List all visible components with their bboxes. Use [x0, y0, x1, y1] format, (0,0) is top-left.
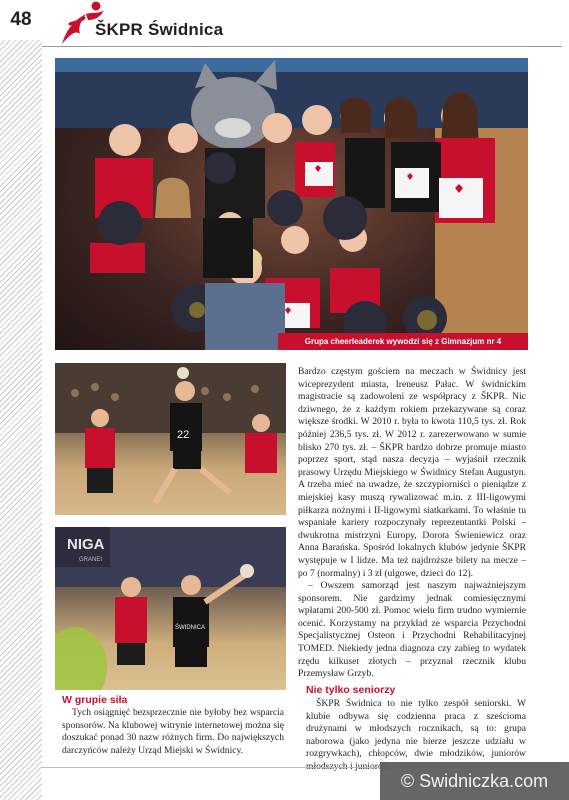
- photo-caption: Grupa cheerleaderek wywodzi się z Gimnazjum nr 4: [278, 333, 528, 350]
- section-text-nie-tylko-seniorzy: ŠKPR Świdnica to nie tylko zespół seniorski. W klubie odbywa się codzienna praca z sześcioma drużynami w młodszych rocznikach, są to: grupa naborowa (jako jedyna nie bierze jeszcze udziału w rozgrywkach), chłopców, dwie młodzików, juniorów: [306, 698, 526, 760]
- hb2-jersey-text: ŚWIDNICA: [175, 625, 205, 631]
- section-text-w-grupie-sila: Tych osiągnięć bezsprzecznie nie byłoby bez wsparcia sponsorów. Na klubowej witrynie internetowej można się doszukać ponad 30 nazw różnych firm. Do największych darczyńców należy Urząd Miejski w Świdnicy.: [62, 707, 284, 756]
- section-heading-nie-tylko-seniorzy: Nie tylko seniorzy: [306, 684, 396, 696]
- margin-hatch: [0, 40, 42, 800]
- handball-photo-2: [55, 527, 286, 690]
- article-right-column: [298, 366, 526, 681]
- cheerleaders-photo: [55, 58, 528, 350]
- sponsor-banner-subtext: GRANEI: [79, 557, 103, 563]
- header-divider: [42, 46, 562, 47]
- page-brand-title: ŠKPR Świdnica: [95, 20, 224, 39]
- sponsor-banner-text: NIGA: [67, 536, 105, 553]
- article-paragraph: Bardzo częstym gościem na meczach w Świdnicy jest wiceprezydent miasta, Ireneusz Pałac. W świdnickim magistracie są zadowoleni ze współpracy z ŠKPR. Nic dziwnego, że z każdym rokiem przekazywane są coraz większe środki. W 2010 r. była to kwota 110,5 tys. zł. Rok później 236,5 tys. zł. W 2012 r. zarezerwowano w sumie blisko 270 tys. zł. – ŠKPR bardzo dobrze promuje miasto poprzez sport, stąd nasza decyzja – wyjaśnił rzecznik prasowy Urzędu Miejskiego w Świdnicy Stefan Augustyn. A trzeba mieć na uwadze, że szczypiorniści o pieniądze z miejskiej kasy muszą rywalizować m.in. z III-ligowymi piłkarza nożnymi i II-ligowymi siatkarkami. To właśnie tu wspaniałe kariery rozpoczynały reprezentantki Polski – dwukrotna mistrzyni Europy, Dorota Świeniewicz oraz Anna Barańska. Spośród lokalnych klubów jedynie ŠKPR występuje w I lidze. Ma też najdroższe bilety na mecze – po 7 (normalny) i 3 zł (ulgowe, dzieci do 12).: [298, 366, 526, 579]
- handball-photo-1: [55, 363, 286, 515]
- section-heading-w-grupie-sila: W grupie siła: [62, 694, 128, 706]
- watermark-text: © Swidniczka.com: [400, 770, 549, 791]
- article-paragraph: – Owszem samorząd jest naszym najważniejszym sponsorem. Nie gardzimy jednak comiesięcznymi wpłatami 200-500 zł. Pomoc wielu firm trudno wymiernie ocenić. Korzystamy na przykład ze wsparcia Przychodni Specjalistycznej Osteon i Przychodni Rehabilitacyjnej TOMED. Niekiedy jedna diagnoza czy zabieg to wydatek rzędu kilkuset złotych – przyznał rzecznik klubu Przemysław Grzyb.: [298, 580, 526, 680]
- page-number: 48: [0, 0, 42, 40]
- hb1-jersey-number: 22: [177, 429, 190, 441]
- watermark: [380, 762, 569, 800]
